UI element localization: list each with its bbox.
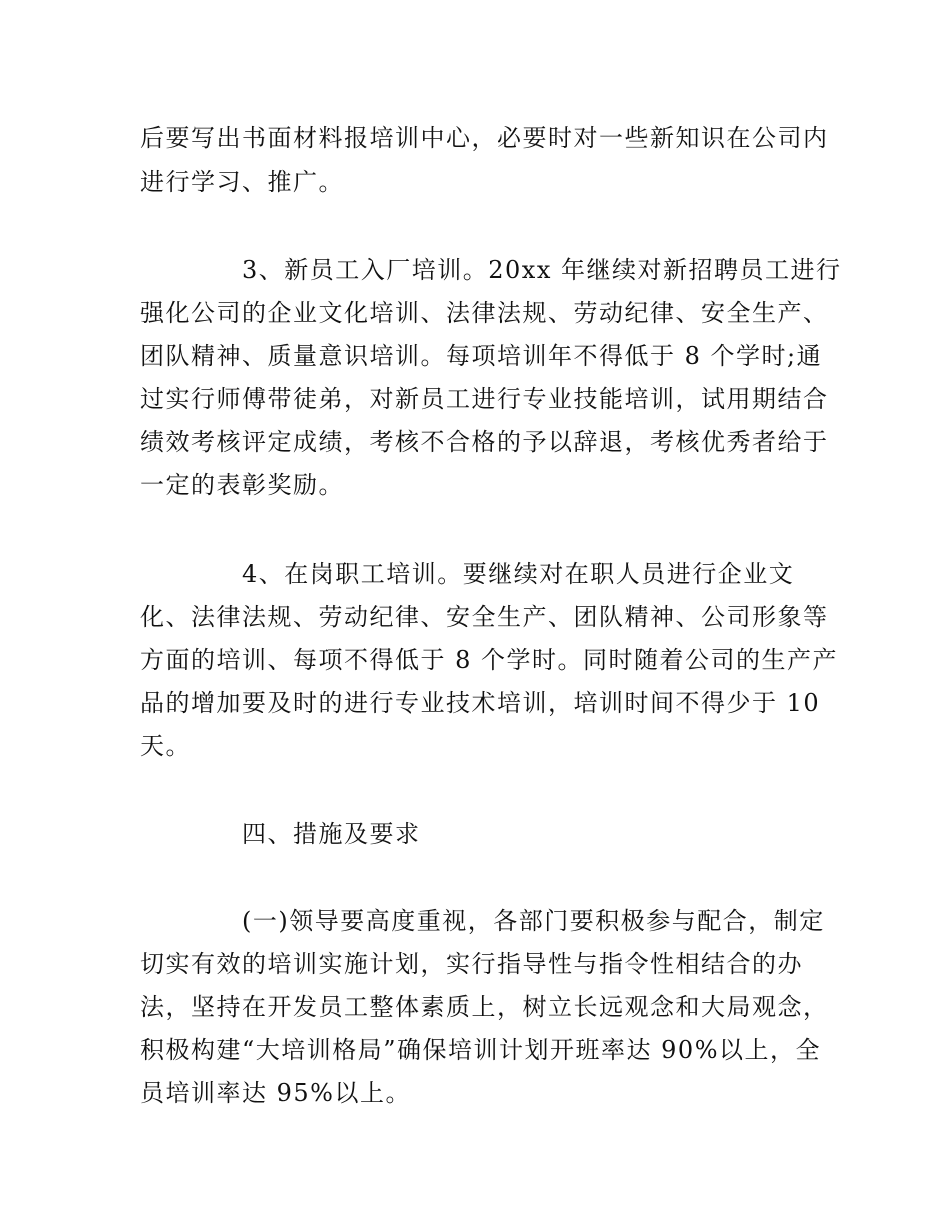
paragraph-5-line-3: 法，坚持在开发员工整体素质上，树立长远观念和大局观念， xyxy=(140,993,829,1021)
paragraph-5-line-5: 员培训率达 95%以上。 xyxy=(140,1079,411,1107)
paragraph-3-line-4: 品的增加要及时的进行专业技术培训，培训时间不得少于 10 xyxy=(140,689,821,717)
paragraph-3-line-1: 4、在岗职工培训。要继续对在职人员进行企业文 xyxy=(242,560,795,588)
paragraph-2-line-3: 团队精神、质量意识培训。每项培训年不得低于 8 个学时;通 xyxy=(140,342,823,370)
paragraph-2-line-6: 一定的表彰奖励。 xyxy=(140,471,344,499)
paragraph-2-line-2: 强化公司的企业文化培训、法律法规、劳动纪律、安全生产、 xyxy=(140,299,829,327)
paragraph-2-line-1: 3、新员工入厂培训。20xx 年继续对新招聘员工进行 xyxy=(242,256,842,284)
section-heading: 四、措施及要求 xyxy=(242,820,421,848)
paragraph-5-line-4: 积极构建“大培训格局”确保培训计划开班率达 90%以上，全 xyxy=(140,1036,822,1064)
paragraph-5-line-2: 切实有效的培训实施计划，实行指导性与指令性相结合的办 xyxy=(140,950,803,978)
paragraph-2-line-4: 过实行师傅带徒弟，对新员工进行专业技能培训，试用期结合 xyxy=(140,385,829,413)
paragraph-3-line-5: 天。 xyxy=(140,732,191,760)
paragraph-5-line-1: (一)领导要高度重视，各部门要积极参与配合，制定 xyxy=(242,907,825,935)
paragraph-2-line-5: 绩效考核评定成绩，考核不合格的予以辞退，考核优秀者给于 xyxy=(140,428,829,456)
paragraph-3-line-2: 化、法律法规、劳动纪律、安全生产、团队精神、公司形象等 xyxy=(140,603,829,631)
paragraph-1-line-1: 后要写出书面材料报培训中心，必要时对一些新知识在公司内 xyxy=(140,124,829,152)
paragraph-3-line-3: 方面的培训、每项不得低于 8 个学时。同时随着公司的生产产 xyxy=(140,646,839,674)
paragraph-1-line-2: 进行学习、推广。 xyxy=(140,168,344,196)
